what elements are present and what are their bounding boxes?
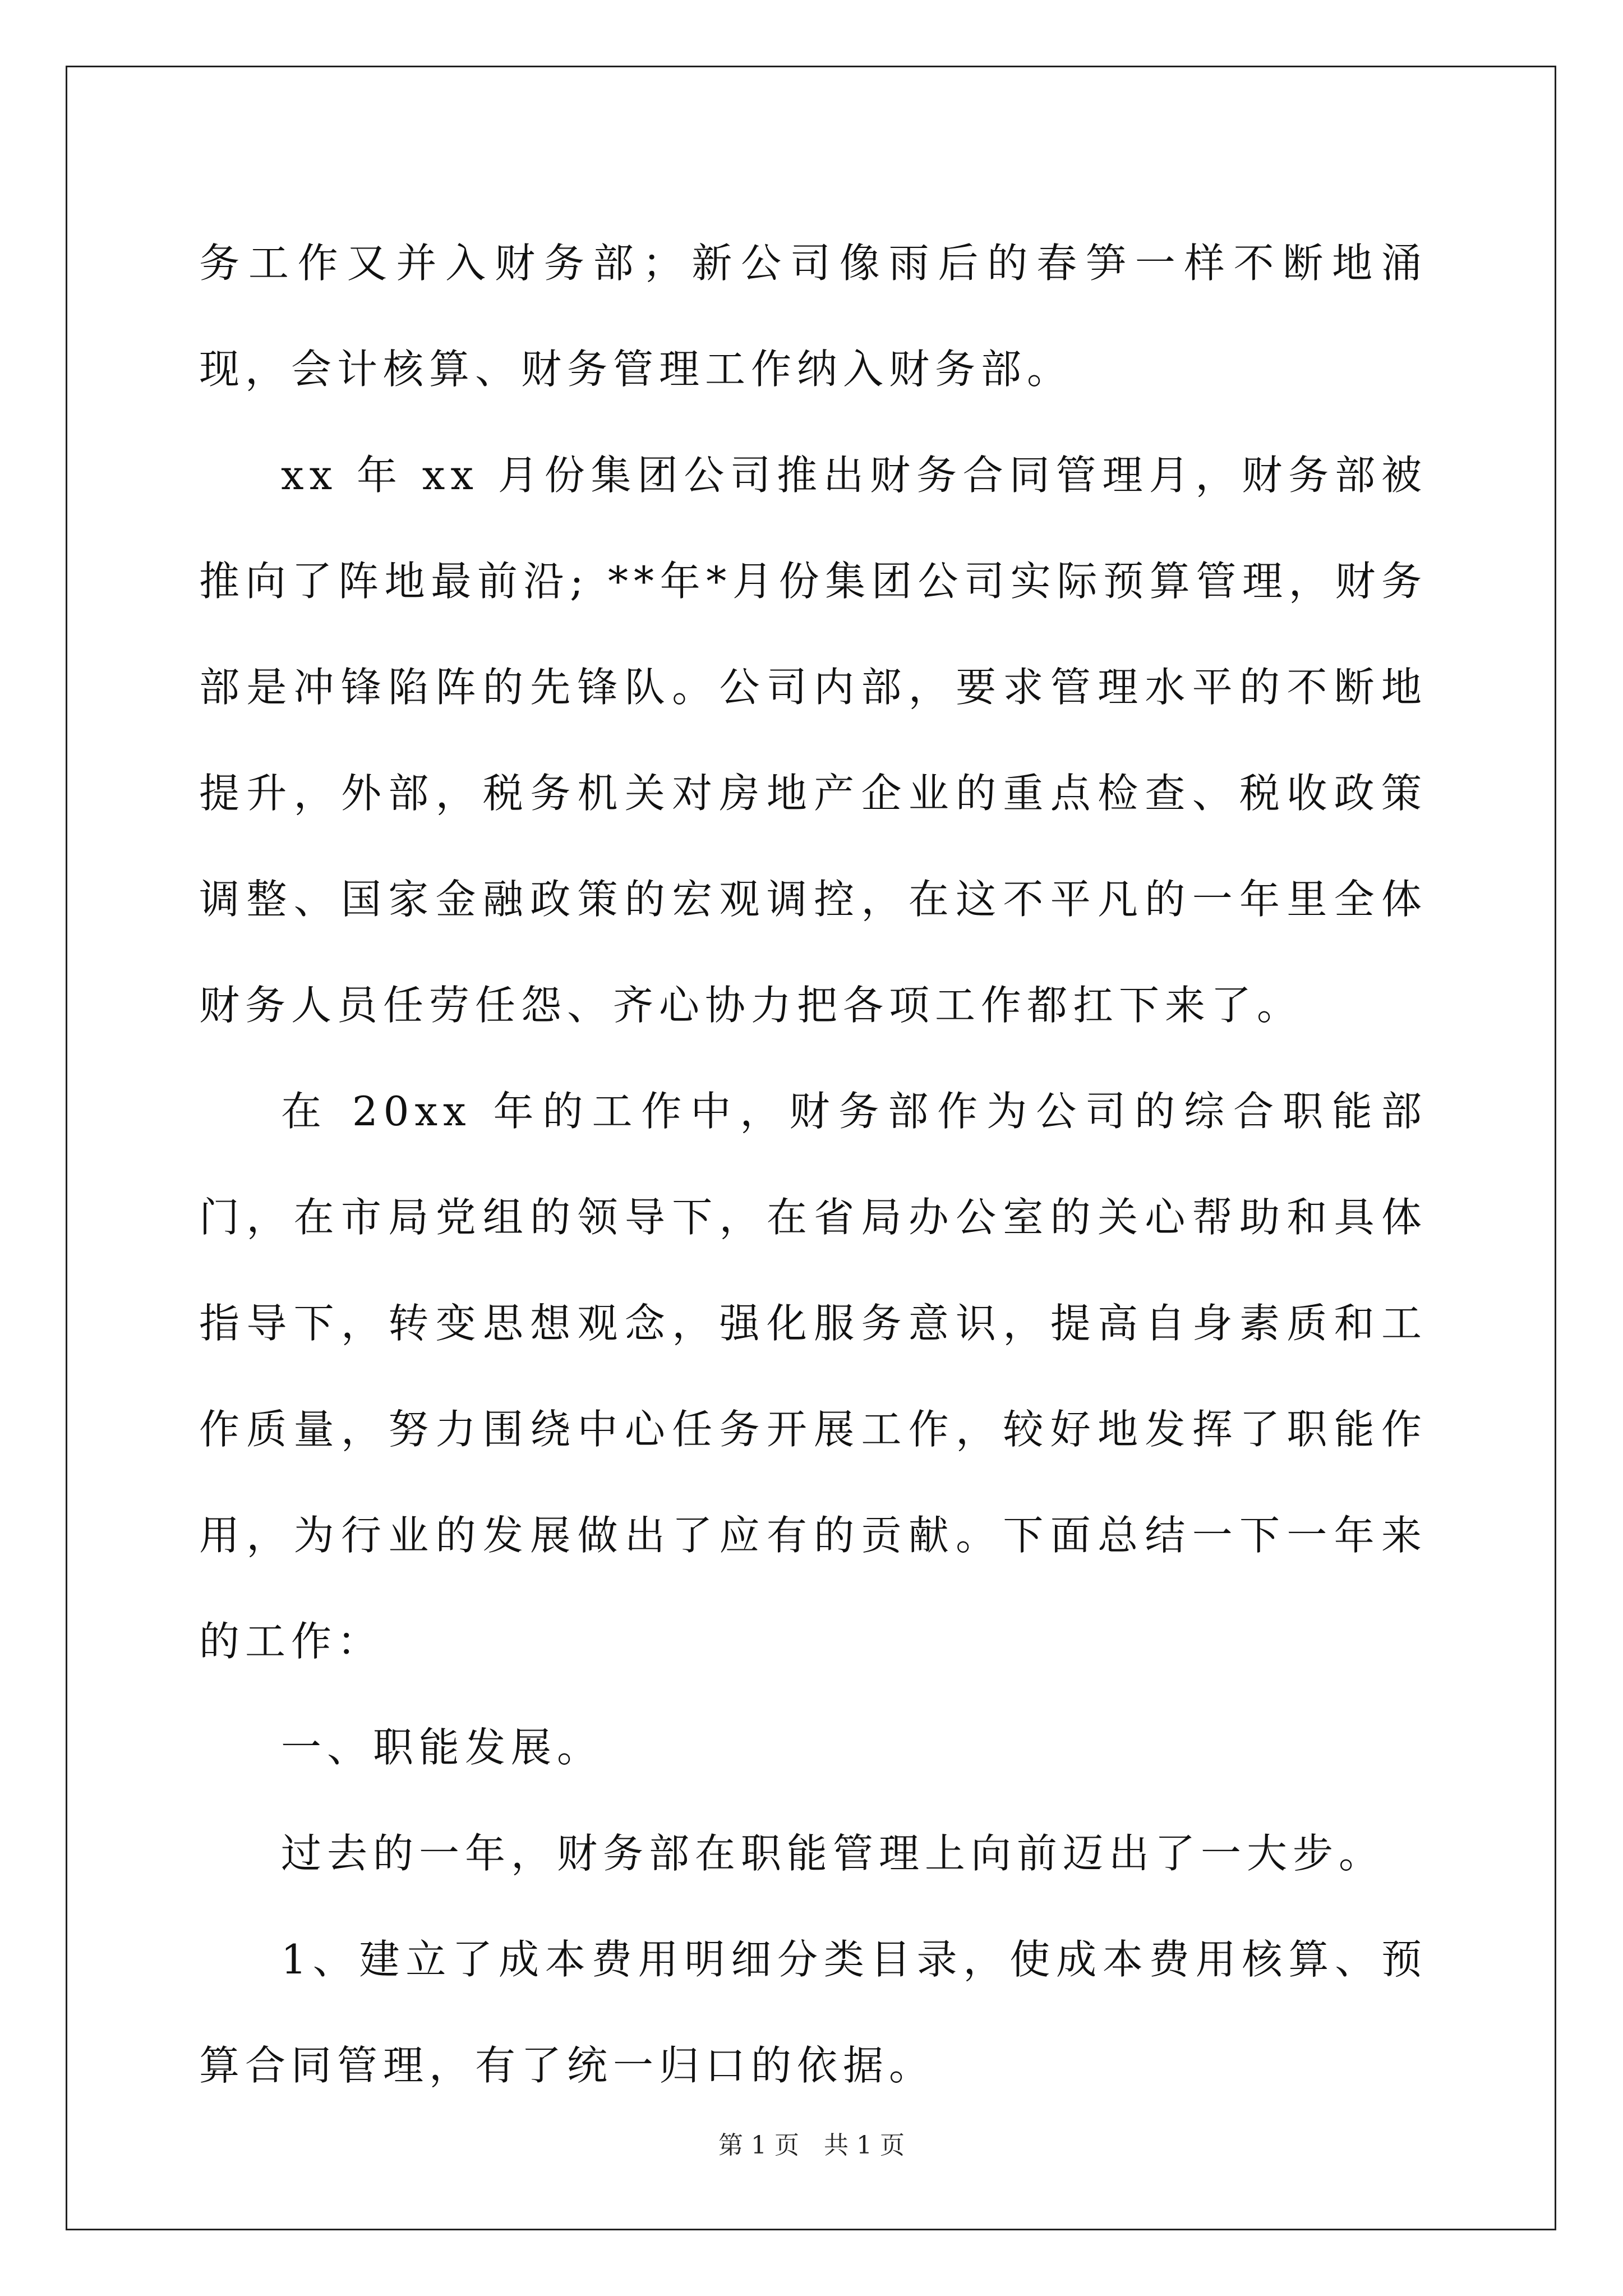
paragraph-2: xx 年 xx 月份集团公司推出财务合同管理月，财务部被推向了阵地最前沿; **年*月份集团公司实际预算管理，财务部是冲锋陷阵的先锋队。公司内部，要求管理水平的不断地提升，外部，税务机关对房地产企业的重点检查、税收政策调整、国家金融政策的宏观调控，在这不平凡的一年里全体财务人员任劳任怨、齐心协力把各项工作都扛下来了。: [199, 452, 1427, 1029]
paragraph-3: 在 20xx 年的工作中，财务部作为公司的综合职能部门，在市局党组的领导下，在省局办公室的关心帮助和具体指导下，转变思想观念，强化服务意识，提高自身素质和工作质量，努力围绕中心任务开展工作，较好地发挥了职能作用，为行业的发展做出了应有的贡献。下面总结一下一年来的工作：: [199, 1088, 1427, 1665]
list-item-1: 1、建立了成本费用明细分类目录，使成本费用核算、预算合同管理，有了统一归口的依据。: [199, 1936, 1427, 2089]
section-heading: 一、职能发展。: [281, 1724, 603, 1771]
document-body: [199, 210, 1427, 2119]
paragraph-5: 过去的一年，财务部在职能管理上向前迈出了一大步。: [281, 1830, 1385, 1877]
page-footer: 第 1 页 共 1 页: [718, 2131, 905, 2160]
paragraph-1: 务工作又并入财务部；新公司像雨后的春笋一样不断地涌现，会计核算、财务管理工作纳入财务部。: [199, 240, 1427, 393]
